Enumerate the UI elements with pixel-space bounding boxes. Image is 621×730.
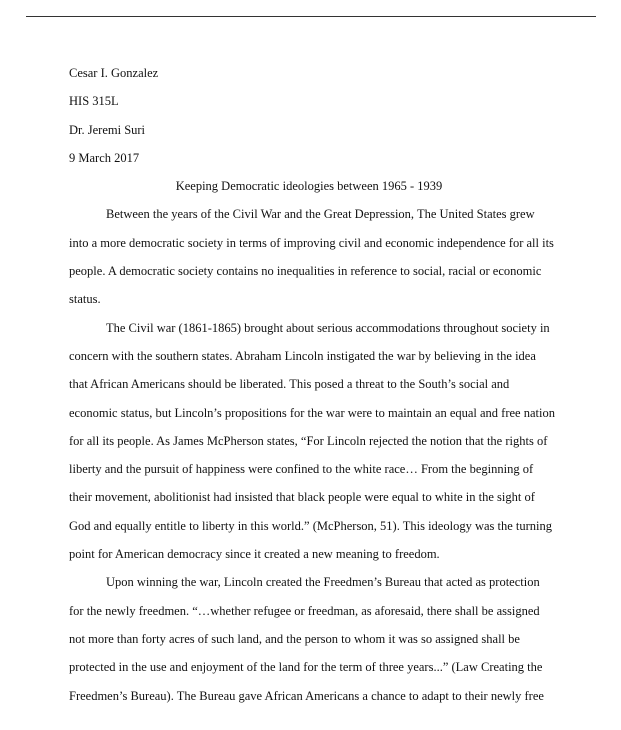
paragraph-1 — [69, 200, 554, 313]
instructor-name: Dr. Jeremi Suri — [69, 122, 146, 137]
paragraph-line: liberty and the pursuit of happiness were confined to the white race… From the beginning of — [69, 462, 534, 477]
paragraph-line: Between the years of the Civil War and the Great Depression, The United States grew — [106, 207, 535, 222]
paragraph-line: protected in the use and enjoyment of the land for the term of three years...” (Law Creating the — [69, 660, 543, 675]
page-top-rule — [26, 16, 596, 17]
paragraph-line: not more than forty acres of such land, and the person to whom it was so assigned shall be — [69, 631, 520, 646]
course-code: HIS 315L — [69, 94, 119, 109]
paragraph-3 — [69, 568, 549, 709]
paragraph-line: concern with the southern states. Abraham Lincoln instigated the war by believing in the idea — [69, 348, 536, 363]
paragraph-line: for all its people. As James McPherson states, “For Lincoln rejected the notion that the rights of — [69, 433, 548, 448]
paragraph-line: God and equally entitle to liberty in this world.” (McPherson, 51). This ideology was the turning — [69, 518, 553, 533]
paragraph-line: Freedmen’s Bureau). The Bureau gave African Americans a chance to adapt to their newly free — [69, 688, 544, 703]
paragraph-line: The Civil war (1861-1865) brought about serious accommodations throughout society in — [106, 320, 550, 335]
paragraph-line: point for American democracy since it created a new meaning to freedom. — [69, 547, 440, 562]
paragraph-line: into a more democratic society in terms of improving civil and economic independence for all its — [69, 235, 554, 250]
paragraph-line: that African Americans should be liberated. This posed a threat to the South’s social and — [69, 377, 510, 392]
document-title: Keeping Democratic ideologies between 1965 - 1939 — [175, 179, 443, 194]
paragraph-line: Upon winning the war, Lincoln created the Freedmen’s Bureau that acted as protection — [106, 575, 540, 590]
author-name: Cesar I. Gonzalez — [69, 66, 159, 80]
paragraph-line: status. — [69, 292, 101, 307]
paragraph-line: people. A democratic society contains no inequalities in reference to social, racial or economic — [69, 264, 542, 279]
document-date: 9 March 2017 — [69, 150, 140, 165]
paragraph-2 — [69, 314, 555, 569]
paragraph-line: for the newly freedmen. “…whether refugee or freedman, as aforesaid, there shall be assigned — [69, 603, 540, 618]
paragraph-line: economic status, but Lincoln’s propositions for the war were to maintain an equal and free nation — [69, 405, 555, 420]
document-page — [69, 59, 555, 710]
paragraph-line: their movement, abolitionist had insisted that black people were equal to white in the sight of — [69, 490, 535, 505]
